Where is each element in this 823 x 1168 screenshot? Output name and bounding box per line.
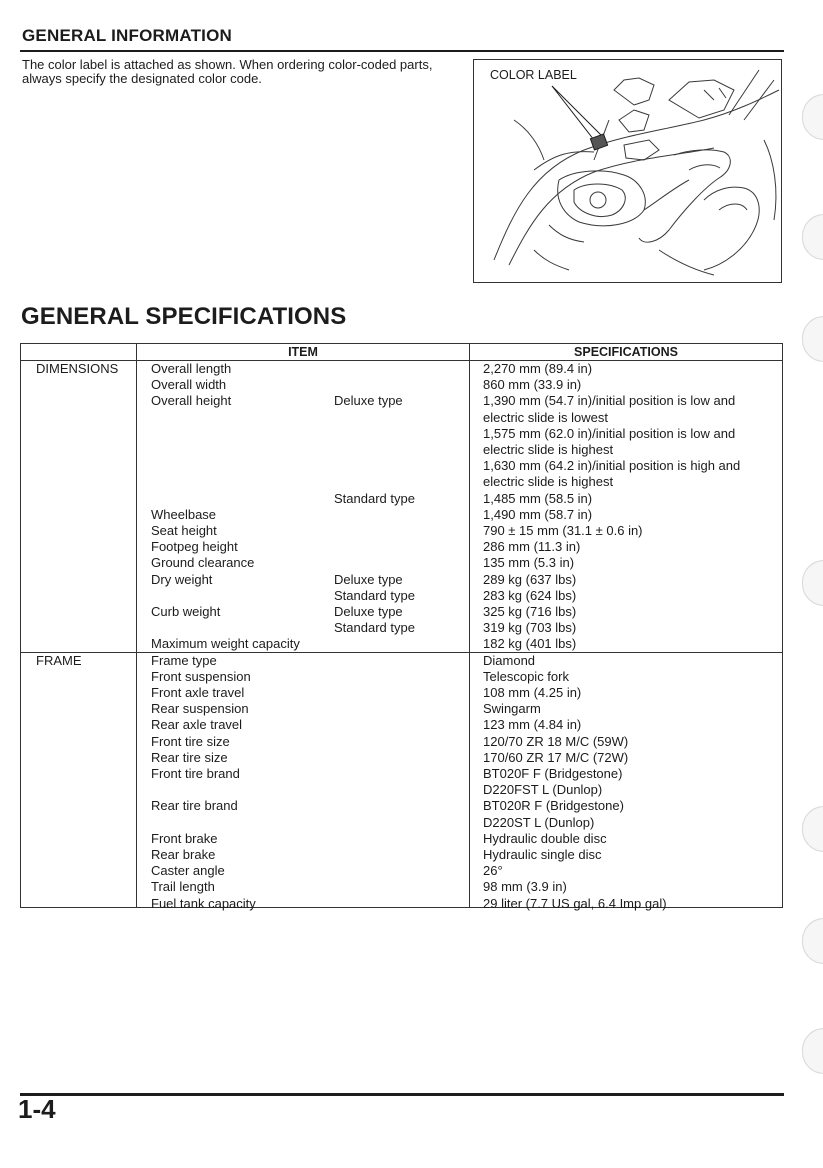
spec-item-name: Rear tire size [151,749,228,765]
spec-value: 182 kg (401 lbs) [483,636,577,652]
color-label-callout: COLOR LABEL [490,68,577,82]
spec-value: 319 kg (703 lbs) [483,620,577,636]
section-title: GENERAL INFORMATION [22,26,232,45]
spec-item-name: Ground clearance [151,555,255,571]
spec-item-name: Front tire size [151,733,230,749]
spec-item-name: Rear brake [151,847,216,862]
spec-value: BT020R F (Bridgestone) [483,798,624,814]
intro-line-1: The color label is attached as shown. When ordering color-coded parts, [22,57,433,72]
spec-value: 170/60 ZR 17 M/C (72W) [483,749,629,765]
spec-value: electric slide is lowest [483,409,608,425]
spec-item-name: Seat height [151,523,217,538]
category-label: FRAME [36,652,82,668]
spec-value: 1,575 mm (62.0 in)/initial position is low and [483,425,736,441]
spec-item-name: Front suspension [151,668,251,684]
item-column-header: ITEM [288,345,318,359]
spec-item-name: Front axle travel [151,685,245,700]
spec-value: Hydraulic single disc [483,847,602,862]
spec-value: electric slide is highest [483,474,614,490]
spec-value: 123 mm (4.84 in) [483,717,582,733]
spec-value: 26° [483,863,503,879]
spec-value: BT020F F (Bridgestone) [483,766,623,781]
spec-value: 289 kg (637 lbs) [483,571,577,587]
spec-value: 98 mm (3.9 in) [483,879,567,895]
footer-rule [20,1093,784,1096]
spec-item-name: Caster angle [151,863,225,879]
spec-value: 1,630 mm (64.2 in)/initial position is high and [483,458,741,474]
spec-item-name: Rear tire brand [151,798,238,814]
spec-value: 325 kg (716 lbs) [483,604,577,619]
spec-item-name: Trail length [151,879,215,895]
spec-item-variant: Deluxe type [334,604,403,619]
spec-value: Hydraulic double disc [483,830,607,846]
page-number: 1-4 [18,1094,56,1124]
spec-item-variant: Standard type [334,620,415,636]
spec-value: Diamond [483,652,536,668]
spec-item-name: Footpeg height [151,539,238,555]
specifications-title: GENERAL SPECIFICATIONS [21,303,347,330]
spec-value: 135 mm (5.3 in) [483,555,575,571]
binder-hole [802,560,823,606]
spec-item-name: Overall height [151,393,232,409]
spec-value: Telescopic fork [483,668,569,684]
specifications-column-header: SPECIFICATIONS [574,345,678,359]
spec-value: 108 mm (4.25 in) [483,685,582,700]
spec-value: Swingarm [483,701,541,717]
column-divider-specs [469,344,470,907]
spec-item-name: Fuel tank capacity [151,895,256,911]
spec-item-name: Overall length [151,361,232,376]
binder-hole [802,316,823,362]
spec-item-variant: Standard type [334,587,415,603]
spec-item-name: Maximum weight capacity [151,636,300,652]
spec-value: 286 mm (11.3 in) [483,539,581,555]
spec-item-variant: Deluxe type [334,393,403,409]
group-divider [21,652,782,653]
spec-value: 283 kg (624 lbs) [483,587,577,603]
binder-hole [802,1028,823,1074]
binder-hole [802,214,823,260]
spec-item-name: Frame type [151,652,217,668]
section-rule [20,50,784,52]
spec-item-name: Front brake [151,830,218,846]
binder-hole [802,918,823,964]
spec-value: 860 mm (33.9 in) [483,377,582,393]
spec-value: 1,390 mm (54.7 in)/initial position is low and [483,393,736,409]
spec-value: D220ST L (Dunlop) [483,814,595,830]
spec-value: electric slide is highest [483,442,614,457]
spec-value: 29 liter (7.7 US gal, 6.4 Imp gal) [483,895,667,911]
column-divider-category [136,344,137,907]
spec-item-name: Front tire brand [151,766,240,781]
spec-value: D220FST L (Dunlop) [483,782,603,798]
spec-item-variant: Standard type [334,490,415,506]
spec-item-name: Rear axle travel [151,717,243,733]
binder-hole [802,806,823,852]
spec-value: 1,490 mm (58.7 in) [483,506,593,522]
intro-line-2: always specify the designated color code. [22,71,262,86]
spec-value: 1,485 mm (58.5 in) [483,490,593,506]
category-label: DIMENSIONS [36,361,119,376]
motorcycle-drawing [474,60,782,283]
spec-value: 790 ± 15 mm (31.1 ± 0.6 in) [483,523,643,538]
header-row-divider [21,360,782,361]
spec-item-name: Curb weight [151,604,221,619]
color-label-figure [473,59,782,283]
intro-text [22,58,467,86]
spec-item-name: Wheelbase [151,506,217,522]
spec-item-variant: Deluxe type [334,571,403,587]
spec-item-name: Rear suspension [151,701,249,717]
specifications-table [20,343,783,911]
spec-item-name: Overall width [151,377,227,393]
binder-hole [802,94,823,140]
spec-value: 2,270 mm (89.4 in) [483,361,593,376]
spec-value: 120/70 ZR 18 M/C (59W) [483,733,629,749]
spec-item-name: Dry weight [151,571,213,587]
